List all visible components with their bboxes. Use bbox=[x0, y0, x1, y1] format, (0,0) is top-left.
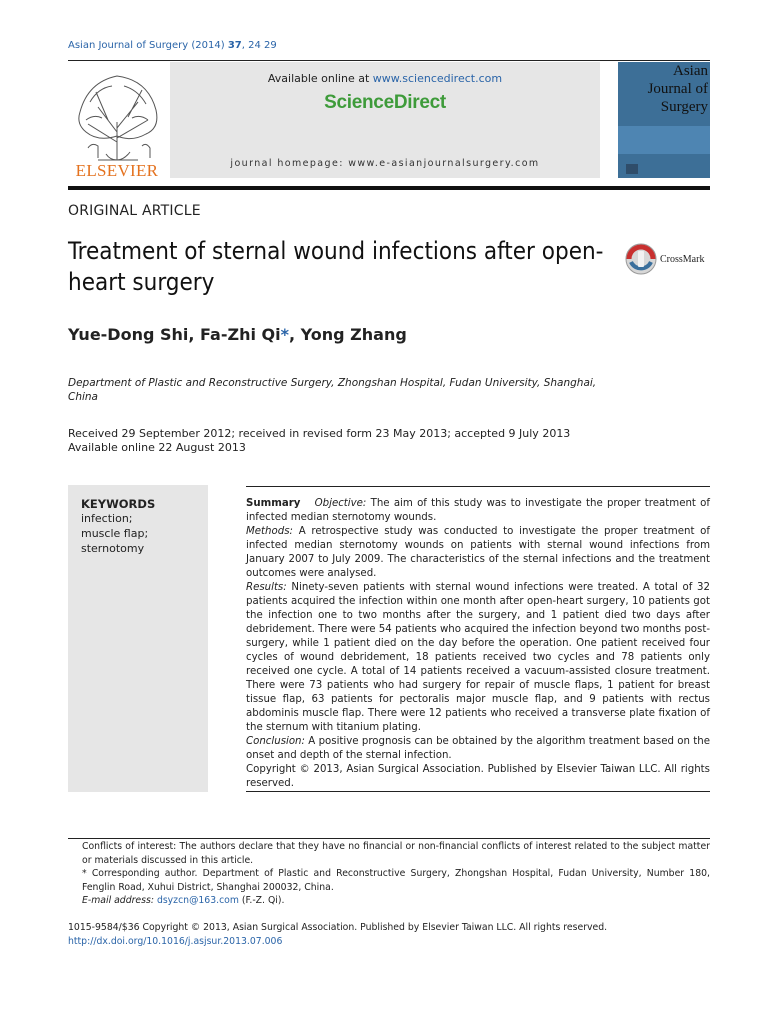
affiliation: Department of Plastic and Reconstructive Surgery, Zhongshan Hospital, Fudan University, Shanghai, China bbox=[68, 377, 597, 403]
abstract-methods bbox=[246, 525, 710, 581]
email-note bbox=[68, 894, 710, 908]
article-section: ORIGINAL ARTICLE bbox=[68, 203, 201, 219]
methods-label: Methods: bbox=[246, 526, 293, 537]
keywords-list bbox=[81, 511, 148, 556]
abstract-results bbox=[246, 581, 710, 735]
cover-title: Asian Journal of Surgery bbox=[647, 63, 708, 115]
email-link[interactable]: dsyzcn@163.com bbox=[156, 895, 239, 906]
keyword-item: sternotomy bbox=[81, 542, 145, 555]
sciencedirect-link[interactable]: www.sciencedirect.com bbox=[372, 72, 503, 85]
results-text: Ninety-seven patients with sternal wound infections were treated. A total of 32 patients acquired the infection within one month after open-heart surgery, 10 patients got the infection one to two months after the surgery, and 1 patient died two days after debridement. There were 54 patients who acquired the infection beyond two months post-surgery, while 1 patient died on the day before the operation. One patient received four cycles of wound debridement, 18 patients received two cycles and 78 patients only received one cycle. A total of 14 patients received a vacuum-assisted closure treatment. There were 73 patients who had surgery for repair of muscle flaps, 1 patient for breast tissue flap, 63 patients for pectoralis major muscle flap, and 9 patients with rectus abdominis muscle flap. There were 12 patients who received a transverse plate fixation of the sternum with titanium plating. bbox=[246, 582, 710, 733]
crossmark-icon[interactable] bbox=[624, 242, 658, 276]
journal-citation[interactable]: Asian Journal of Surgery (2014) 37, 24 29 bbox=[68, 40, 277, 51]
keyword-item: infection; bbox=[81, 512, 133, 525]
abstract-copyright: Copyright © 2013, Asian Surgical Association. Published by Elsevier Taiwan LLC. All rights reserved. bbox=[246, 764, 710, 789]
article-dates bbox=[68, 427, 668, 455]
citation-journal: Asian Journal of Surgery (2014) bbox=[68, 40, 225, 51]
available-online-date: Available online 22 August 2013 bbox=[68, 441, 246, 454]
summary-label: Summary bbox=[246, 498, 301, 509]
abstract bbox=[246, 497, 710, 791]
abstract-objective bbox=[246, 497, 710, 525]
abstract-rule-top bbox=[246, 486, 710, 487]
received-dates: Received 29 September 2012; received in revised form 23 May 2013; accepted 9 July 2013 bbox=[68, 427, 571, 440]
doi-link[interactable]: http://dx.doi.org/10.1016/j.asjsur.2013.07.006 bbox=[68, 935, 283, 947]
article-title: Treatment of sternal wound infections after open-heart surgery bbox=[68, 237, 604, 296]
keywords-title: KEYWORDS bbox=[81, 497, 156, 511]
objective-label: Objective: bbox=[314, 498, 367, 509]
authors-last: , Yong Zhang bbox=[288, 325, 407, 344]
conclusion-text: A positive prognosis can be obtained by the algorithm treatment based on the onset and depth of the sternal infection. bbox=[246, 736, 710, 761]
citation-volume: 37 bbox=[227, 40, 242, 51]
abstract-conclusion bbox=[246, 735, 710, 763]
crossmark-label[interactable]: CrossMark bbox=[660, 254, 705, 265]
author-list bbox=[68, 325, 407, 344]
cover-band bbox=[618, 126, 710, 154]
keyword-item: muscle flap; bbox=[81, 527, 149, 540]
cover-publisher-mark bbox=[626, 164, 638, 174]
corresponding-note: * Corresponding author. Department of Plastic and Reconstructive Surgery, Zhongshan Hospital, Fudan University, Number 180, Fenglin Road, Xuhui District, Shanghai 200032, China. bbox=[82, 868, 710, 893]
methods-text: A retrospective study was conducted to investigate the proper treatment of infected median sternotomy wounds on patients with sternal wound infections from January 2007 to July 2009. The characteristics of the sternal infections and the treatment outcomes were analysed. bbox=[246, 526, 710, 579]
bottom-info bbox=[68, 921, 710, 948]
available-prefix: Available online at bbox=[267, 72, 370, 85]
corresponding-author-mark[interactable]: * bbox=[280, 325, 289, 344]
issn-copyright: 1015-9584/$36 Copyright © 2013, Asian Surgical Association. Published by Elsevier Taiwan LLC. All rights reserved. bbox=[68, 922, 608, 933]
objective-text: The aim of this study was to investigate the proper treatment of infected median sternotomy wounds. bbox=[246, 498, 710, 523]
available-online bbox=[170, 72, 600, 85]
header-rule-bottom bbox=[68, 186, 710, 190]
results-label: Results: bbox=[246, 582, 287, 593]
conclusion-label: Conclusion: bbox=[246, 736, 305, 747]
footnotes bbox=[68, 840, 710, 908]
email-suffix: (F.-Z. Qi). bbox=[241, 895, 285, 906]
header-rule-top bbox=[68, 60, 710, 61]
footnote-rule bbox=[68, 838, 710, 839]
conflicts-note: Conflicts of interest: The authors declare that they have no financial or non-financial conflicts of interest related to the subject matter or materials discussed in this article. bbox=[82, 841, 710, 866]
authors-first: Yue-Dong Shi, Fa-Zhi Qi bbox=[68, 325, 281, 344]
elsevier-wordmark: ELSEVIER bbox=[75, 161, 159, 180]
abstract-rule-bottom bbox=[246, 791, 710, 792]
email-label: E-mail address: bbox=[82, 895, 154, 906]
citation-pages: 24 29 bbox=[248, 40, 277, 51]
journal-homepage[interactable]: journal homepage: www.e-asianjournalsurgery.com bbox=[230, 158, 540, 169]
sciencedirect-logo: ScienceDirect bbox=[324, 92, 446, 113]
